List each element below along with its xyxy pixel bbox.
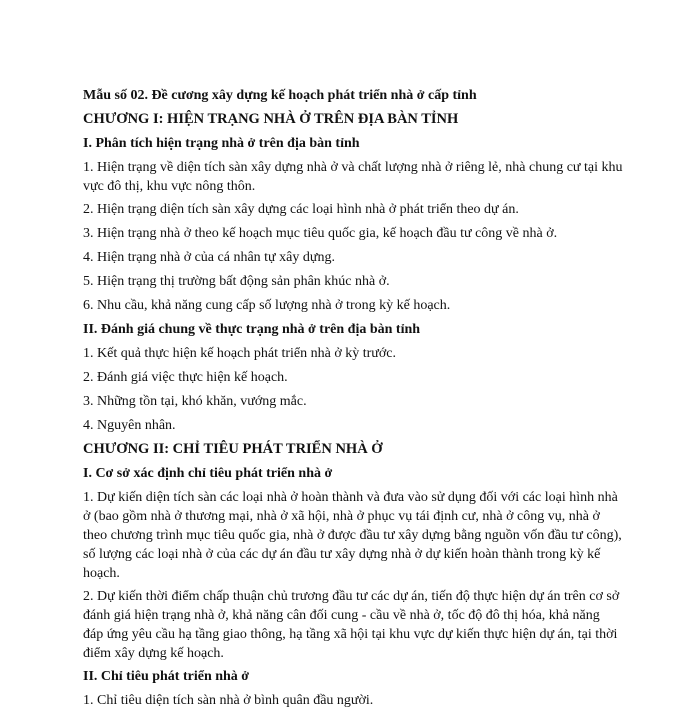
list-item: 2. Hiện trạng diện tích sàn xây dựng các loại hình nhà ở phát triển theo dự án. <box>83 202 519 217</box>
list-item: 5. Hiện trạng thị trường bất động sản phân khúc nhà ở. <box>83 274 390 289</box>
list-item: 1. Dự kiến diện tích sàn các loại nhà ở hoàn thành và đưa vào sử dụng đối với các loại hình nhà ở (bao gồm nhà ở thương mại, nhà ở xã hội, nhà ở phục vụ tái định cư, nhà ở công vụ, nhà ở theo chương trình mục tiêu quốc gia, nhà ở được đầu tư xây dựng bằng nguồn vốn đầu tư công), số lượng các loại nhà ở của các dự án đầu tư xây dựng nhà ở dự kiến hoàn thành trong kỳ kế hoạch. <box>83 490 622 581</box>
chapter-2-title: CHƯƠNG II: CHỈ TIÊU PHÁT TRIỂN NHÀ Ở <box>83 441 383 457</box>
list-item: 2. Đánh giá việc thực hiện kế hoạch. <box>83 370 288 385</box>
list-item: 1. Kết quả thực hiện kế hoạch phát triển nhà ở kỳ trước. <box>83 346 396 361</box>
chapter-1-title: CHƯƠNG I: HIỆN TRẠNG NHÀ Ở TRÊN ĐỊA BÀN TỈNH <box>83 111 459 127</box>
list-item: 2. Dự kiến thời điểm chấp thuận chủ trương đầu tư các dự án, tiến độ thực hiện dự án trên cơ sở đánh giá hiện trạng nhà ở, khả năng cân đối cung - cầu về nhà ở, tốc độ đô thị hóa, khả năng đáp ứng yêu cầu hạ tầng giao thông, hạ tầng xã hội tại khu vực dự kiến thực hiện dự án, tại thời điểm xây dựng kế hoạch. <box>83 589 620 661</box>
chapter-2-section-1-title: I. Cơ sở xác định chỉ tiêu phát triển nhà ở <box>83 466 333 481</box>
list-item: 4. Hiện trạng nhà ở của cá nhân tự xây dựng. <box>83 250 335 265</box>
list-item: 1. Hiện trạng về diện tích sàn xây dựng nhà ở và chất lượng nhà ở riêng lẻ, nhà chung cư tại khu vực đô thị, khu vực nông thôn. <box>83 160 623 194</box>
list-item: 3. Những tồn tại, khó khăn, vướng mắc. <box>83 394 307 409</box>
list-item: 1. Chỉ tiêu diện tích sàn nhà ở bình quân đầu người. <box>83 693 374 708</box>
list-item: 6. Nhu cầu, khả năng cung cấp số lượng nhà ở trong kỳ kế hoạch. <box>83 298 451 313</box>
chapter-2-section-2-title: II. Chỉ tiêu phát triển nhà ở <box>83 669 250 684</box>
chapter-1-section-1-title: I. Phân tích hiện trạng nhà ở trên địa bàn tỉnh <box>83 136 360 151</box>
chapter-1-section-2-title: II. Đánh giá chung về thực trạng nhà ở trên địa bàn tỉnh <box>83 322 421 337</box>
form-title: Mẫu số 02. Đề cương xây dựng kế hoạch phát triển nhà ở cấp tỉnh <box>83 88 477 103</box>
list-item: 3. Hiện trạng nhà ở theo kế hoạch mục tiêu quốc gia, kế hoạch đầu tư công về nhà ở. <box>83 226 558 241</box>
list-item: 4. Nguyên nhân. <box>83 418 176 433</box>
document-page <box>83 86 623 715</box>
